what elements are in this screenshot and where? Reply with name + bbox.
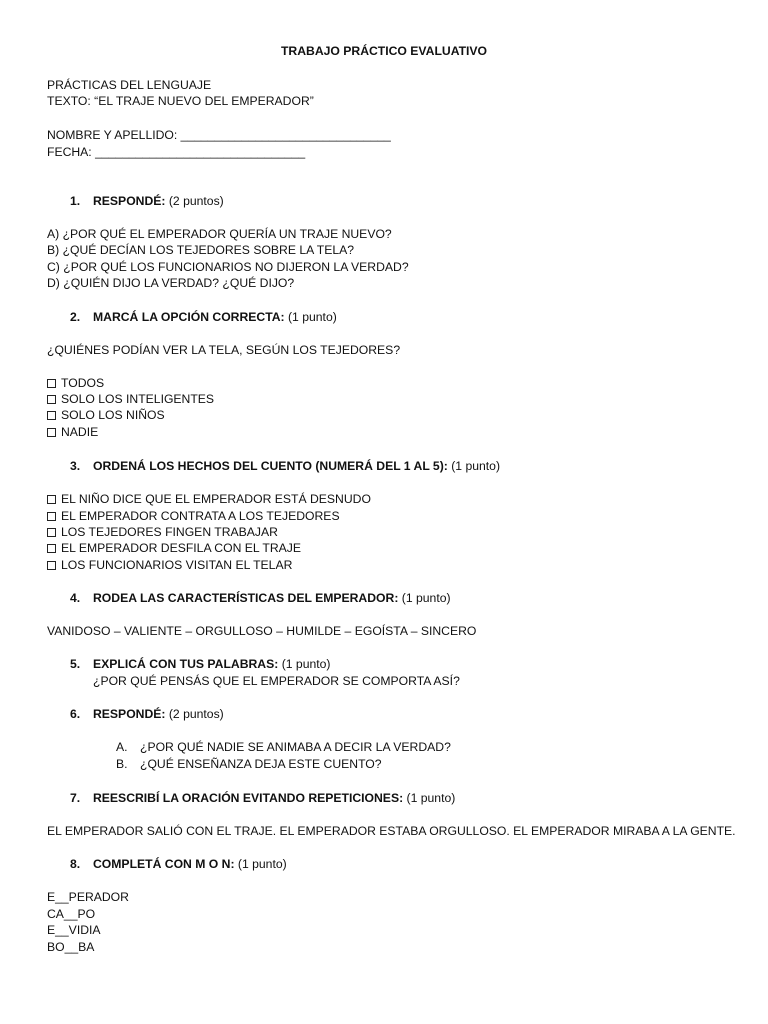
q2-option[interactable] <box>47 391 214 407</box>
q1-number: 1. <box>70 194 81 208</box>
q2-option[interactable] <box>47 424 98 440</box>
q6-points: (2 puntos) <box>168 707 224 721</box>
q5-label: EXPLICÁ CON TUS PALABRAS: <box>93 657 279 671</box>
q1-label: RESPONDÉ: <box>93 194 166 208</box>
q6-item-b-text: ¿QUÉ ENSEÑANZA DEJA ESTE CUENTO? <box>140 757 382 771</box>
subject-line: PRÁCTICAS DEL LENGUAJE <box>47 78 212 92</box>
q2-option[interactable] <box>47 407 165 423</box>
q8-word: E__PERADOR <box>47 890 129 904</box>
text-line: TEXTO: “EL TRAJE NUEVO DEL EMPERADOR” <box>47 94 314 108</box>
q8-word: CA__PO <box>47 907 96 921</box>
checkbox[interactable] <box>47 561 56 570</box>
q8-label: COMPLETÁ CON M O N: <box>93 857 235 871</box>
q3-option-label: EL EMPERADOR CONTRATA A LOS TEJEDORES <box>61 509 340 523</box>
q3-heading <box>93 458 500 474</box>
q8-heading <box>93 856 287 872</box>
q3-option[interactable] <box>47 524 278 540</box>
q8-word: E__VIDIA <box>47 923 101 937</box>
q7-sentence: EL EMPERADOR SALIÓ CON EL TRAJE. EL EMPERADOR ESTABA ORGULLOSO. EL EMPERADOR MIRABA A LA GENTE. <box>47 824 736 838</box>
checkbox[interactable] <box>47 512 56 521</box>
checkbox[interactable] <box>47 395 56 404</box>
q4-label: RODEA LAS CARACTERÍSTICAS DEL EMPERADOR: <box>93 591 399 605</box>
q2-question: ¿QUIÉNES PODÍAN VER LA TELA, SEGÚN LOS TEJEDORES? <box>47 343 401 357</box>
q3-option-label: LOS TEJEDORES FINGEN TRABAJAR <box>61 525 278 539</box>
checkbox[interactable] <box>47 428 56 437</box>
q2-option-label: NADIE <box>61 425 99 439</box>
q1-item-a: A) ¿POR QUÉ EL EMPERADOR QUERÍA UN TRAJE NUEVO? <box>47 227 392 241</box>
q3-points: (1 punto) <box>451 459 500 473</box>
q2-option-label: TODOS <box>61 376 105 390</box>
q3-label: ORDENÁ LOS HECHOS DEL CUENTO (NUMERÁ DEL 1 AL 5): <box>93 459 448 473</box>
q6-number: 6. <box>70 707 81 721</box>
date-field: FECHA: _______________________________ <box>47 145 306 159</box>
q3-option-label: LOS FUNCIONARIOS VISITAN EL TELAR <box>61 558 293 572</box>
q5-number: 5. <box>70 657 81 671</box>
q5-points: (1 punto) <box>281 657 331 671</box>
q1-heading <box>93 193 224 209</box>
q8-number: 8. <box>70 857 81 871</box>
checkbox[interactable] <box>47 379 56 388</box>
q6-item-b-letter: B. <box>116 757 128 771</box>
q3-option[interactable] <box>47 491 371 507</box>
q3-option-label: EL NIÑO DICE QUE EL EMPERADOR ESTÁ DESNUDO <box>61 492 371 506</box>
q7-points: (1 punto) <box>406 791 456 805</box>
q7-label: REESCRIBÍ LA ORACIÓN EVITANDO REPETICIONES: <box>93 791 404 805</box>
q2-heading <box>93 309 337 325</box>
q1-item-d: D) ¿QUIÉN DIJO LA VERDAD? ¿QUÉ DIJO? <box>47 276 295 290</box>
q6-heading <box>93 706 224 722</box>
q4-heading <box>93 590 451 606</box>
q4-word-list: VANIDOSO – VALIENTE – ORGULLOSO – HUMILDE – EGOÍSTA – SINCERO <box>47 624 477 638</box>
q3-option[interactable] <box>47 508 340 524</box>
q3-option-label: EL EMPERADOR DESFILA CON EL TRAJE <box>61 541 301 555</box>
q3-option[interactable] <box>47 557 292 573</box>
q2-option-label: SOLO LOS INTELIGENTES <box>61 392 215 406</box>
q3-option[interactable] <box>47 540 301 556</box>
checkbox[interactable] <box>47 544 56 553</box>
q7-heading <box>93 790 455 806</box>
q5-question: ¿POR QUÉ PENSÁS QUE EL EMPERADOR SE COMPORTA ASÍ? <box>93 674 460 688</box>
q4-points: (1 punto) <box>401 591 451 605</box>
q2-number: 2. <box>70 310 81 324</box>
q2-option-label: SOLO LOS NIÑOS <box>61 408 165 422</box>
q8-word: BO__BA <box>47 940 95 954</box>
q1-points: (2 puntos) <box>168 194 224 208</box>
checkbox[interactable] <box>47 528 56 537</box>
q2-label: MARCÁ LA OPCIÓN CORRECTA: <box>93 310 285 324</box>
checkbox[interactable] <box>47 411 56 420</box>
q3-number: 3. <box>70 459 81 473</box>
q6-label: RESPONDÉ: <box>93 707 166 721</box>
q2-option[interactable] <box>47 375 104 391</box>
checkbox[interactable] <box>47 495 56 504</box>
q6-item-a-letter: A. <box>116 740 128 754</box>
name-field: NOMBRE Y APELLIDO: _______________________________ <box>47 128 391 142</box>
q2-points: (1 punto) <box>288 310 337 324</box>
q5-heading <box>93 656 330 672</box>
q7-number: 7. <box>70 791 81 805</box>
q1-item-c: C) ¿POR QUÉ LOS FUNCIONARIOS NO DIJERON LA VERDAD? <box>47 260 409 274</box>
q6-item-a-text: ¿POR QUÉ NADIE SE ANIMABA A DECIR LA VERDAD? <box>140 740 451 754</box>
page-title: TRABAJO PRÁCTICO EVALUATIVO <box>280 44 488 58</box>
q4-number: 4. <box>70 591 81 605</box>
q1-item-b: B) ¿QUÉ DECÍAN LOS TEJEDORES SOBRE LA TELA? <box>47 243 355 257</box>
q8-points: (1 punto) <box>237 857 287 871</box>
